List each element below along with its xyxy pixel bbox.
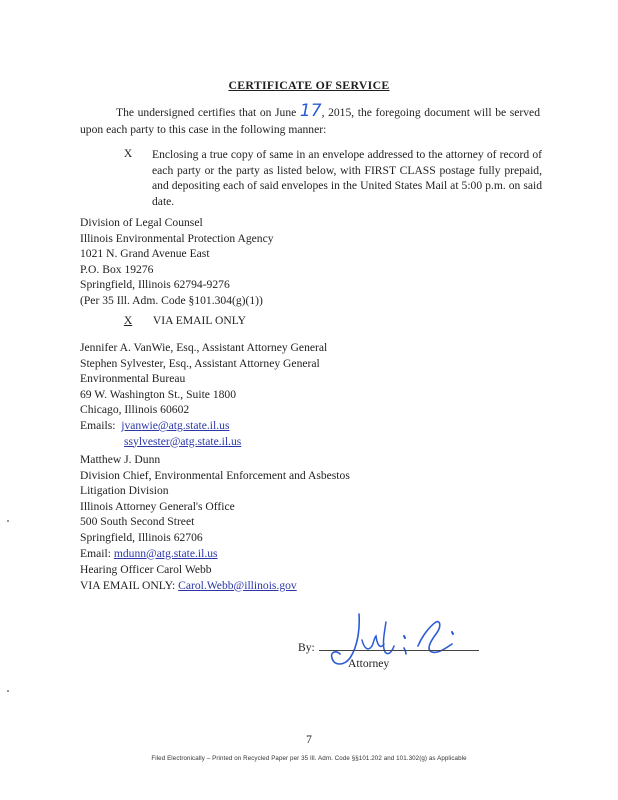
intro-text-after-date: , 2015, the foregoing document will be served upon each party to this case in the following manner:: [80, 106, 541, 136]
email-only-item: [116, 314, 246, 327]
address-line: P.O. Box 19276: [80, 262, 154, 276]
footer-note: Filed Electronically – Printed on Recycled Paper per 35 Ill. Adm. Code §§101.202 and 101.302(g) as Applicable: [151, 755, 467, 762]
address-line: Division Chief, Environmental Enforcement and Asbestos: [80, 468, 350, 482]
hearing-officer-name: Hearing Officer Carol Webb: [80, 563, 212, 576]
address-line: Division of Legal Counsel: [80, 216, 203, 229]
email-label: Email:: [80, 546, 111, 560]
hearing-officer-email-line: [80, 578, 297, 594]
address-line: Illinois Attorney General's Office: [80, 499, 235, 513]
emails-label: Emails:: [80, 418, 116, 432]
address-line: Environmental Bureau: [80, 372, 186, 386]
mail-checkmark: X: [123, 147, 133, 160]
recipient-attorney-general: [80, 340, 327, 449]
recipient-hearing-officer: [80, 562, 297, 593]
recipient-dunn: [80, 452, 350, 561]
handwritten-date: 17: [299, 101, 322, 121]
address-line: (Per 35 Ill. Adm. Code §101.304(g)(1)): [80, 293, 263, 307]
email-only-label: VIA EMAIL ONLY: [152, 314, 246, 327]
signature-line: [319, 650, 479, 651]
address-line: Jennifer A. VanWie, Esq., Assistant Attorney General: [80, 341, 328, 354]
address-line: 500 South Second Street: [80, 515, 195, 529]
address-line: Illinois Environmental Protection Agency: [80, 231, 274, 245]
attorney-label: Attorney: [348, 657, 390, 670]
address-line: Chicago, Illinois 60602: [80, 403, 190, 417]
handwritten-signature: [322, 606, 472, 678]
email-only-prefix: VIA EMAIL ONLY:: [80, 578, 176, 592]
address-line: 1021 N. Grand Avenue East: [80, 247, 210, 261]
emails-line: [80, 418, 327, 434]
email-link-vanwie[interactable]: jvanwie@atg.state.il.us: [121, 418, 230, 432]
by-label: By:: [298, 641, 315, 654]
emails-line-2: [80, 434, 327, 450]
email-line: [80, 546, 350, 562]
address-line: Stephen Sylvester, Esq., Assistant Attorney General: [80, 356, 320, 370]
email-link-dunn[interactable]: mdunn@atg.state.il.us: [113, 546, 218, 560]
address-line: Springfield, Illinois 62794-9276: [80, 278, 230, 292]
page-number: 7: [306, 734, 312, 746]
email-link-sylvester[interactable]: ssylvester@atg.state.il.us: [124, 434, 242, 448]
intro-text-before-date: The undersigned certifies that on June: [116, 106, 300, 119]
address-line: Matthew J. Dunn: [80, 453, 161, 466]
address-line: Litigation Division: [80, 484, 169, 498]
page-title: CERTIFICATE OF SERVICE: [228, 78, 390, 92]
address-line: Springfield, Illinois 62706: [80, 530, 203, 544]
scan-speck: [7, 520, 9, 522]
email-checkmark: X: [123, 314, 133, 327]
mail-service-description: Enclosing a true copy of same in an envelope addressed to the attorney of record of each party or the party as listed below, with FIRST CLASS postage fully prepaid, and depositing each of said envelopes in the United States Mail at 5:00 p.m. on said date.: [152, 148, 542, 208]
scan-speck: [7, 690, 9, 692]
email-link-webb[interactable]: Carol.Webb@illinois.gov: [178, 578, 297, 592]
recipient-iepa-address: [80, 215, 274, 309]
intro-paragraph: [80, 101, 541, 138]
address-line: 69 W. Washington St., Suite 1800: [80, 387, 237, 401]
